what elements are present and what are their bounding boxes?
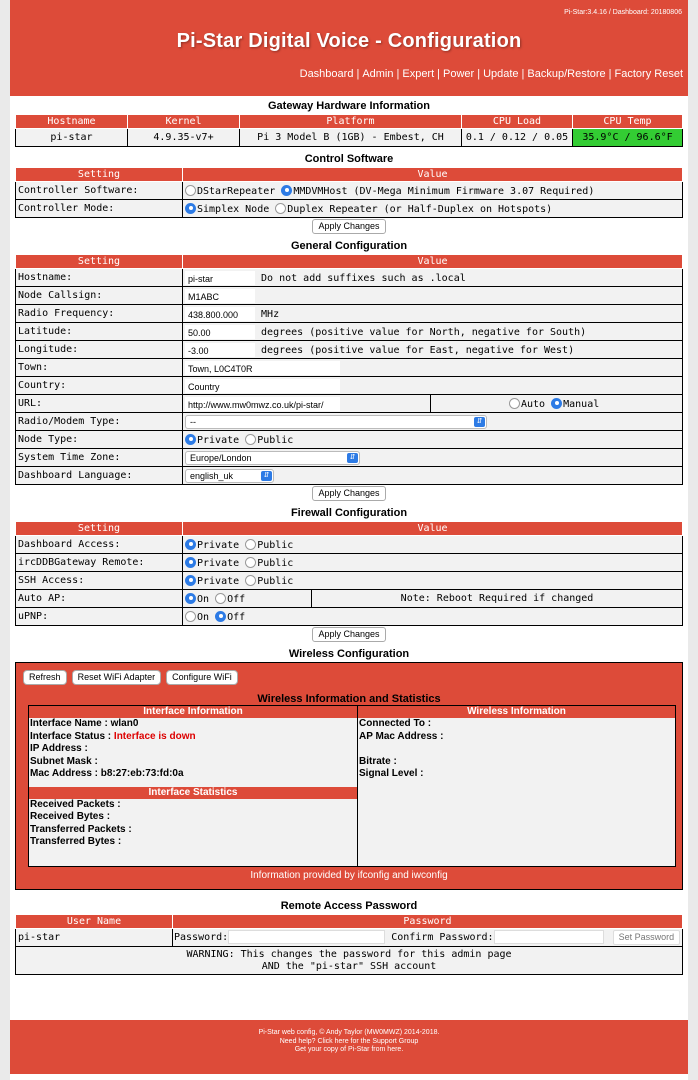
wireless-title: Wireless Configuration: [288, 648, 410, 660]
confirm-password-label: Confirm Password:: [391, 932, 494, 943]
password-table: [15, 914, 683, 975]
dstarrepeater-label: DStarRepeater: [197, 185, 276, 197]
chevron-updown-icon: ⇵: [261, 471, 272, 481]
reset-wifi-button[interactable]: Reset WiFi Adapter: [72, 670, 162, 685]
warning-line-2: AND the "pi-star" SSH account: [261, 960, 437, 972]
password-title: Remote Access Password: [280, 900, 418, 912]
page: [10, 0, 688, 1080]
set-password-button[interactable]: Set Password: [613, 930, 681, 945]
interface-stats-header: Interface Statistics: [29, 787, 357, 799]
longitude-input[interactable]: -3.00: [185, 343, 255, 357]
town-input[interactable]: Town, L0C4T0R: [185, 361, 340, 375]
hardware-title: Gateway Hardware Information: [268, 100, 430, 112]
language-value: english_uk: [190, 470, 234, 481]
ip-address: IP Address :: [30, 743, 88, 754]
nav-admin[interactable]: Admin: [362, 68, 394, 80]
controller-software-label: Controller Software:: [16, 182, 183, 200]
interface-status-label: Interface Status :: [30, 730, 112, 742]
autoap-off-label: Off: [227, 593, 246, 605]
top-nav: Dashboard | Admin | Expert | Power | Update | Backup/Restore | Factory Reset: [299, 68, 683, 80]
general-table: [15, 254, 683, 485]
col-password: Password: [173, 915, 683, 929]
connected-to: Connected To :: [359, 718, 432, 729]
autoap-note: Note: Reboot Required if changed: [312, 590, 683, 608]
longitude-label: Longitude:: [16, 341, 183, 359]
hostname-value: pi-star: [16, 129, 128, 147]
ap-mac-address: AP Mac Address :: [359, 730, 444, 742]
latitude-note: degrees (positive value for North, negative for South): [261, 326, 587, 338]
col-value: Value: [183, 168, 683, 182]
control-table: [15, 167, 683, 218]
mmdvmhost-label: MMDVMHost (DV-Mega Minimum Firmware 3.07 Required): [293, 185, 595, 197]
wireless-info-title: Wireless Information and Statistics: [257, 693, 441, 705]
bitrate: Bitrate :: [359, 755, 397, 767]
latitude-label: Latitude:: [16, 323, 183, 341]
col-setting: Setting: [16, 168, 183, 182]
mac-address: Mac Address : b8:27:eb:73:fd:0a: [30, 768, 184, 779]
modem-value: --: [190, 416, 196, 427]
col-user-name: User Name: [16, 915, 173, 929]
subnet-mask: Subnet Mask :: [30, 755, 98, 767]
latitude-input[interactable]: 50.00: [185, 325, 255, 339]
ircddb-private-label: Private: [197, 557, 240, 569]
language-label: Dashboard Language:: [16, 467, 183, 485]
chevron-updown-icon: ⇵: [347, 453, 358, 463]
interface-info-header: Interface Information: [29, 706, 357, 718]
nav-dashboard[interactable]: Dashboard: [299, 68, 354, 80]
autoap-off-radio[interactable]: [215, 593, 226, 604]
hostname-input[interactable]: pi-star: [185, 271, 255, 285]
modem-select[interactable]: [185, 415, 487, 429]
confirm-password-input[interactable]: [494, 930, 604, 944]
nav-factory-reset[interactable]: Factory Reset: [614, 68, 683, 80]
callsign-label: Node Callsign:: [16, 287, 183, 305]
page-title: Pi-Star Digital Voice - Configuration: [176, 30, 522, 52]
warning-line-1: WARNING: This changes the password for this admin page: [186, 948, 512, 960]
nav-backup-restore[interactable]: Backup/Restore: [527, 68, 606, 80]
col-setting: Setting: [16, 522, 183, 536]
header: [10, 0, 688, 96]
interface-name: Interface Name : wlan0: [30, 718, 139, 729]
dashboard-private-label: Private: [197, 539, 240, 551]
frequency-label: Radio Frequency:: [16, 305, 183, 323]
nodetype-private-label: Private: [197, 434, 240, 446]
received-packets: Received Packets :: [30, 798, 121, 810]
wireless-footer: Information provided by ifconfig and iwconfig: [250, 870, 448, 881]
firewall-apply-button[interactable]: Apply Changes: [312, 627, 385, 642]
footer: [10, 1020, 688, 1074]
firewall-table: [15, 521, 683, 626]
url-input[interactable]: http://www.mw0mwz.co.uk/pi-star/: [185, 397, 340, 411]
nodetype-public-radio[interactable]: [245, 434, 256, 445]
general-apply-button[interactable]: Apply Changes: [312, 486, 385, 501]
longitude-note: degrees (positive value for East, negative for West): [261, 344, 575, 356]
configure-wifi-button[interactable]: Configure WiFi: [166, 670, 238, 685]
kernel-value: 4.9.35-v7+: [128, 129, 240, 147]
autoap-label: Auto AP:: [16, 590, 183, 608]
dashboard-private-radio[interactable]: [185, 539, 196, 550]
url-auto-label: Auto: [521, 398, 546, 410]
col-cpu-temp: CPU Temp: [573, 115, 683, 129]
dashboard-public-label: Public: [257, 539, 294, 551]
simplex-node-label: Simplex Node: [197, 203, 270, 215]
ircddb-public-radio[interactable]: [245, 557, 256, 568]
wireless-info-box: [28, 705, 676, 867]
duplex-repeater-radio[interactable]: [275, 203, 286, 214]
firewall-title: Firewall Configuration: [290, 507, 408, 519]
nodetype-private-radio[interactable]: [185, 434, 196, 445]
username-value: pi-star: [16, 929, 173, 947]
upnp-label: uPNP:: [16, 608, 183, 626]
town-label: Town:: [16, 359, 183, 377]
upnp-off-radio[interactable]: [215, 611, 226, 622]
signal-level: Signal Level :: [359, 768, 424, 779]
control-apply-button[interactable]: Apply Changes: [312, 219, 385, 234]
interface-status-value: Interface is down: [113, 730, 196, 742]
hostname-label: Hostname:: [16, 269, 183, 287]
language-select[interactable]: [185, 469, 274, 483]
dstarrepeater-radio[interactable]: [185, 185, 196, 196]
timezone-label: System Time Zone:: [16, 449, 183, 467]
nav-update[interactable]: Update: [483, 68, 519, 80]
url-label: URL:: [16, 395, 183, 413]
col-cpu-load: CPU Load: [462, 115, 573, 129]
nodetype-public-label: Public: [257, 434, 294, 446]
nav-expert[interactable]: Expert: [402, 68, 435, 80]
col-hostname: Hostname: [16, 115, 128, 129]
transferred-bytes: Transferred Bytes :: [30, 836, 122, 847]
cpu-temp-value: 35.9°C / 96.6°F: [573, 129, 683, 147]
url-manual-radio[interactable]: [551, 398, 562, 409]
upnp-on-label: On: [197, 611, 210, 623]
hardware-table: [15, 114, 683, 147]
ssh-public-label: Public: [257, 575, 294, 587]
callsign-input[interactable]: M1ABC: [185, 289, 255, 303]
password-input[interactable]: [228, 930, 385, 944]
country-label: Country:: [16, 377, 183, 395]
ssh-private-radio[interactable]: [185, 575, 196, 586]
footer-copyright: Pi-Star web config, © Andy Taylor (MW0MWZ) 2014-2018.: [258, 1029, 440, 1036]
col-value: Value: [183, 522, 683, 536]
refresh-button[interactable]: Refresh: [23, 670, 67, 685]
frequency-input[interactable]: 438.800.000: [185, 307, 255, 321]
version-text: Pi-Star:3.4.16 / Dashboard: 20180806: [564, 9, 682, 16]
dashboard-public-radio[interactable]: [245, 539, 256, 550]
upnp-off-label: Off: [227, 611, 246, 623]
ircddb-private-radio[interactable]: [185, 557, 196, 568]
nav-power[interactable]: Power: [443, 68, 475, 80]
ssh-access-label: SSH Access:: [16, 572, 183, 590]
platform-value: Pi 3 Model B (1GB) - Embest, CH: [240, 129, 462, 147]
frequency-unit: MHz: [261, 308, 280, 320]
transferred-packets: Transferred Packets :: [30, 823, 132, 835]
dashboard-access-label: Dashboard Access:: [16, 536, 183, 554]
modem-label: Radio/Modem Type:: [16, 413, 183, 431]
footer-download-link[interactable]: Get your copy of Pi-Star from here.: [294, 1046, 404, 1053]
footer-support-link[interactable]: Need help? Click here for the Support Group: [279, 1037, 419, 1045]
ircddb-public-label: Public: [257, 557, 294, 569]
timezone-select[interactable]: [185, 451, 360, 465]
col-platform: Platform: [240, 115, 462, 129]
password-label: Password:: [174, 932, 229, 943]
ircddb-remote-label: ircDDBGateway Remote:: [16, 554, 183, 572]
interface-column: [29, 706, 358, 866]
col-kernel: Kernel: [128, 115, 240, 129]
url-manual-label: Manual: [563, 398, 600, 410]
upnp-on-radio[interactable]: [185, 611, 196, 622]
controller-mode-label: Controller Mode:: [16, 200, 183, 218]
control-title: Control Software: [304, 153, 394, 165]
ssh-public-radio[interactable]: [245, 575, 256, 586]
wifi-info-header: Wireless Information: [358, 706, 675, 718]
country-input[interactable]: Country: [185, 379, 340, 393]
wireless-panel: [15, 662, 683, 890]
ssh-private-label: Private: [197, 575, 240, 587]
chevron-updown-icon: ⇵: [474, 417, 485, 427]
autoap-on-radio[interactable]: [185, 593, 196, 604]
general-title: General Configuration: [290, 240, 408, 252]
nodetype-label: Node Type:: [16, 431, 183, 449]
mmdvmhost-radio[interactable]: [281, 185, 292, 196]
col-value: Value: [183, 255, 683, 269]
interface-status: [29, 731, 357, 744]
autoap-on-label: On: [197, 593, 210, 605]
wifi-column: [358, 706, 675, 866]
col-setting: Setting: [16, 255, 183, 269]
simplex-node-radio[interactable]: [185, 203, 196, 214]
duplex-repeater-label: Duplex Repeater (or Half-Duplex on Hotspots): [287, 203, 553, 215]
timezone-value: Europe/London: [190, 452, 252, 463]
cpu-load-value: 0.1 / 0.12 / 0.05: [462, 129, 573, 147]
received-bytes: Received Bytes :: [30, 811, 111, 822]
url-auto-radio[interactable]: [509, 398, 520, 409]
hostname-note: Do not add suffixes such as .local: [261, 272, 466, 284]
